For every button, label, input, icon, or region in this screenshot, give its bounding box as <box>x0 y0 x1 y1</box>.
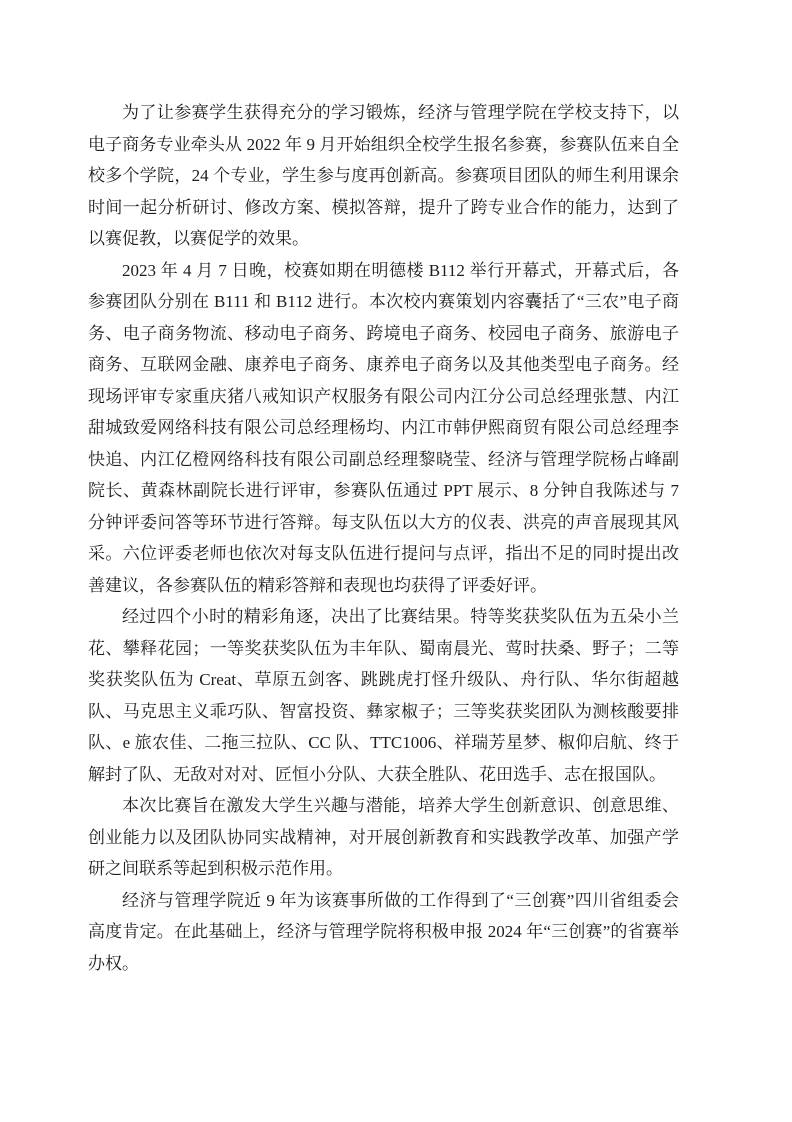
paragraph-competition-purpose: 本次比赛旨在激发大学生兴趣与潜能，培养大学生创新意识、创意思维、创业能力以及团队协同实战精神，对开展创新教育和实践教学改革、加强产学研之间联系等起到积极示范作用。 <box>88 796 679 878</box>
paragraph-provincial-recognition: 经济与管理学院近 9 年为该赛事所做的工作得到了“三创赛”四川省组委会高度肯定。在此基础上，经济与管理学院将积极申报 2024 年“三创赛”的省赛举办权。 <box>88 890 679 973</box>
document-body-text <box>88 97 679 979</box>
paragraph-opening-ceremony-and-judging: 2023 年 4 月 7 日晚，校赛如期在明德楼 B112 举行开幕式，开幕式后，各参赛团队分别在 B111 和 B112 进行。本次校内赛策划内容囊括了“三农”电子商务、电子商务物流、移动电子商务、跨境电子商务、校园电子商务、旅游电子商务、互联网金融、康养电子商务、康养电子商务以及其他类型电子商务。经现场评审专家重庆猪八戒知识产权服务有限公司内江分公司总经理张慧、内江甜城致爱网络科技有限公司总经理杨均、内江市韩伊熙商贸有限公司总经理李快追、内江亿橙网络科技有限公司副总经理黎晓莹、经济与管理学院杨占峰副院长、黄森林副院长进行评审，参赛队伍通过 PPT 展示、8 分钟自我陈述与 7 分钟评委问答等环节进行答辩。每支队伍以大方的仪表、洪亮的声音展现其风采。六位评委老师也依次对每支队伍进行提问与点评，指出不足的同时提出改善建议，各参赛队伍的精彩答辩和表现也均获得了评委好评。 <box>88 260 679 595</box>
paragraph-intro-training: 为了让参赛学生获得充分的学习锻炼，经济与管理学院在学校支持下，以电子商务专业牵头从 2022 年 9 月开始组织全校学生报名参赛，参赛队伍来自全校多个学院，24 个专业，学生参与度再创新高。参赛项目团队的师生利用课余时间一起分析研讨、修改方案、模拟答辩，提升了跨专业合作的能力，达到了以赛促教，以赛促学的效果。 <box>88 103 679 248</box>
paragraph-award-results: 经过四个小时的精彩角逐，决出了比赛结果。特等奖获奖队伍为五朵小兰花、攀释花园；一等奖获奖队伍为丰年队、蜀南晨光、莺时扶桑、野子；二等奖获奖队伍为 Creat、草原五剑客、跳跳虎打怪升级队、舟行队、华尔街超越队、马克思主义乖巧队、智富投资、彝家椒子；三等奖获奖团队为测核酸要排队、e 旅农佳、二拖三拉队、CC 队、TTC1006、祥瑞芳星梦、椒仰启航、终于解封了队、无敌对对对、匠恒小分队、大获全胜队、花田选手、志在报国队。 <box>88 607 679 784</box>
